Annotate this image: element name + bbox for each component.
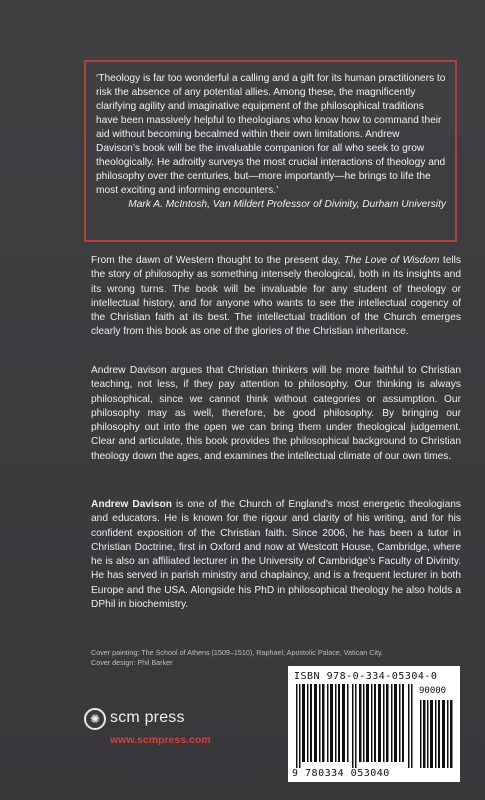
book-title: The Love of Wisdom (343, 255, 440, 266)
cover-design-credit: Cover design: Phil Barker (91, 658, 173, 667)
barcode-addon-bars-icon (420, 700, 454, 768)
description-body: tells the story of philosophy as something intensely theological, both in its insights and its wrong turns. The book will be invaluable for any student of theology or intellectual history, and for anyone who wants to see the intellectual cogency of the Christian faith at its best. The intellectual tradition of the Church emerges clearly from this book as one of the glories of the Christian inheritance. (91, 255, 461, 338)
barcode-bars-icon (296, 684, 414, 768)
cover-painting-credit: Cover painting: The School of Athens (1509–1510), Raphael, Apostolic Palace, Vatican City. (91, 648, 384, 657)
endorsement-attribution: Mark A. McIntosh, Van Mildert Professor of Divinity, Durham University (128, 199, 446, 210)
isbn-barcode (288, 666, 460, 782)
cover-credits (91, 648, 383, 668)
endorsement-quote-box (84, 60, 457, 242)
barcode-number: 9 780334 053040 (292, 768, 390, 779)
barcode-addon-text: 90000 (419, 686, 447, 696)
scm-emblem-icon: ✺ (84, 708, 106, 730)
publisher-name: scm press (110, 709, 185, 726)
description-paragraph-1 (91, 254, 461, 340)
publisher-logo (84, 708, 244, 768)
isbn-text: ISBN 978-0-334-05304-0 (294, 671, 438, 682)
author-name: Andrew Davison (91, 499, 172, 510)
description-paragraph-2: Andrew Davison argues that Christian thinkers will be more faithful to Christian teaching, not less, if they pay attention to philosophy. Our thinking is always philosophical, since we cannot think without categories or assumption. Our philosophy may as well, therefore, be good philosophy. By bringing our philosophy out into the open we can bring them under theological judgement. Clear and articulate, this book provides the philosophical background to Christian theology down the ages, and examines the intellectual climate of our own times. (91, 365, 461, 462)
author-bio-text: is one of the Church of England’s most energetic theologians and educators. He is known for the rigour and clarity of his writing, and for his confident exposition of the Christian faith. Since 2006, he has been a tutor in Christian Doctrine, first in Oxford and now at Westcott House, Cambridge, where he is also an affiliated lecturer in the University of Cambridge’s Faculty of Divinity. He has served in parish ministry and chaplaincy, and is a frequent lecturer in both Europe and the USA. Alongside his PhD in philosophical theology he also holds a DPhil in biochemistry. (91, 499, 462, 611)
publisher-url[interactable]: www.scmpress.com (110, 734, 211, 746)
endorsement-quote: ‘Theology is far too wonderful a calling and a gift for its human practitioners to risk the absence of any potential allies. Among these, the magnificently clarifying agility and imaginative equipment of the philosophical traditions have been massively helpful to theologians who know how to command their aid without becoming becalmed within their own limitations. Andrew Davison’s book will be the invaluable companion for all who seek to grow theologically. He adroitly surveys the most crucial interactions of theology and philosophy over the centuries, but—more importantly—he brings to life the most exciting and informing encounters.’ (96, 73, 446, 196)
description-intro: From the dawn of Western thought to the present day, (91, 255, 344, 266)
author-bio (91, 498, 461, 612)
